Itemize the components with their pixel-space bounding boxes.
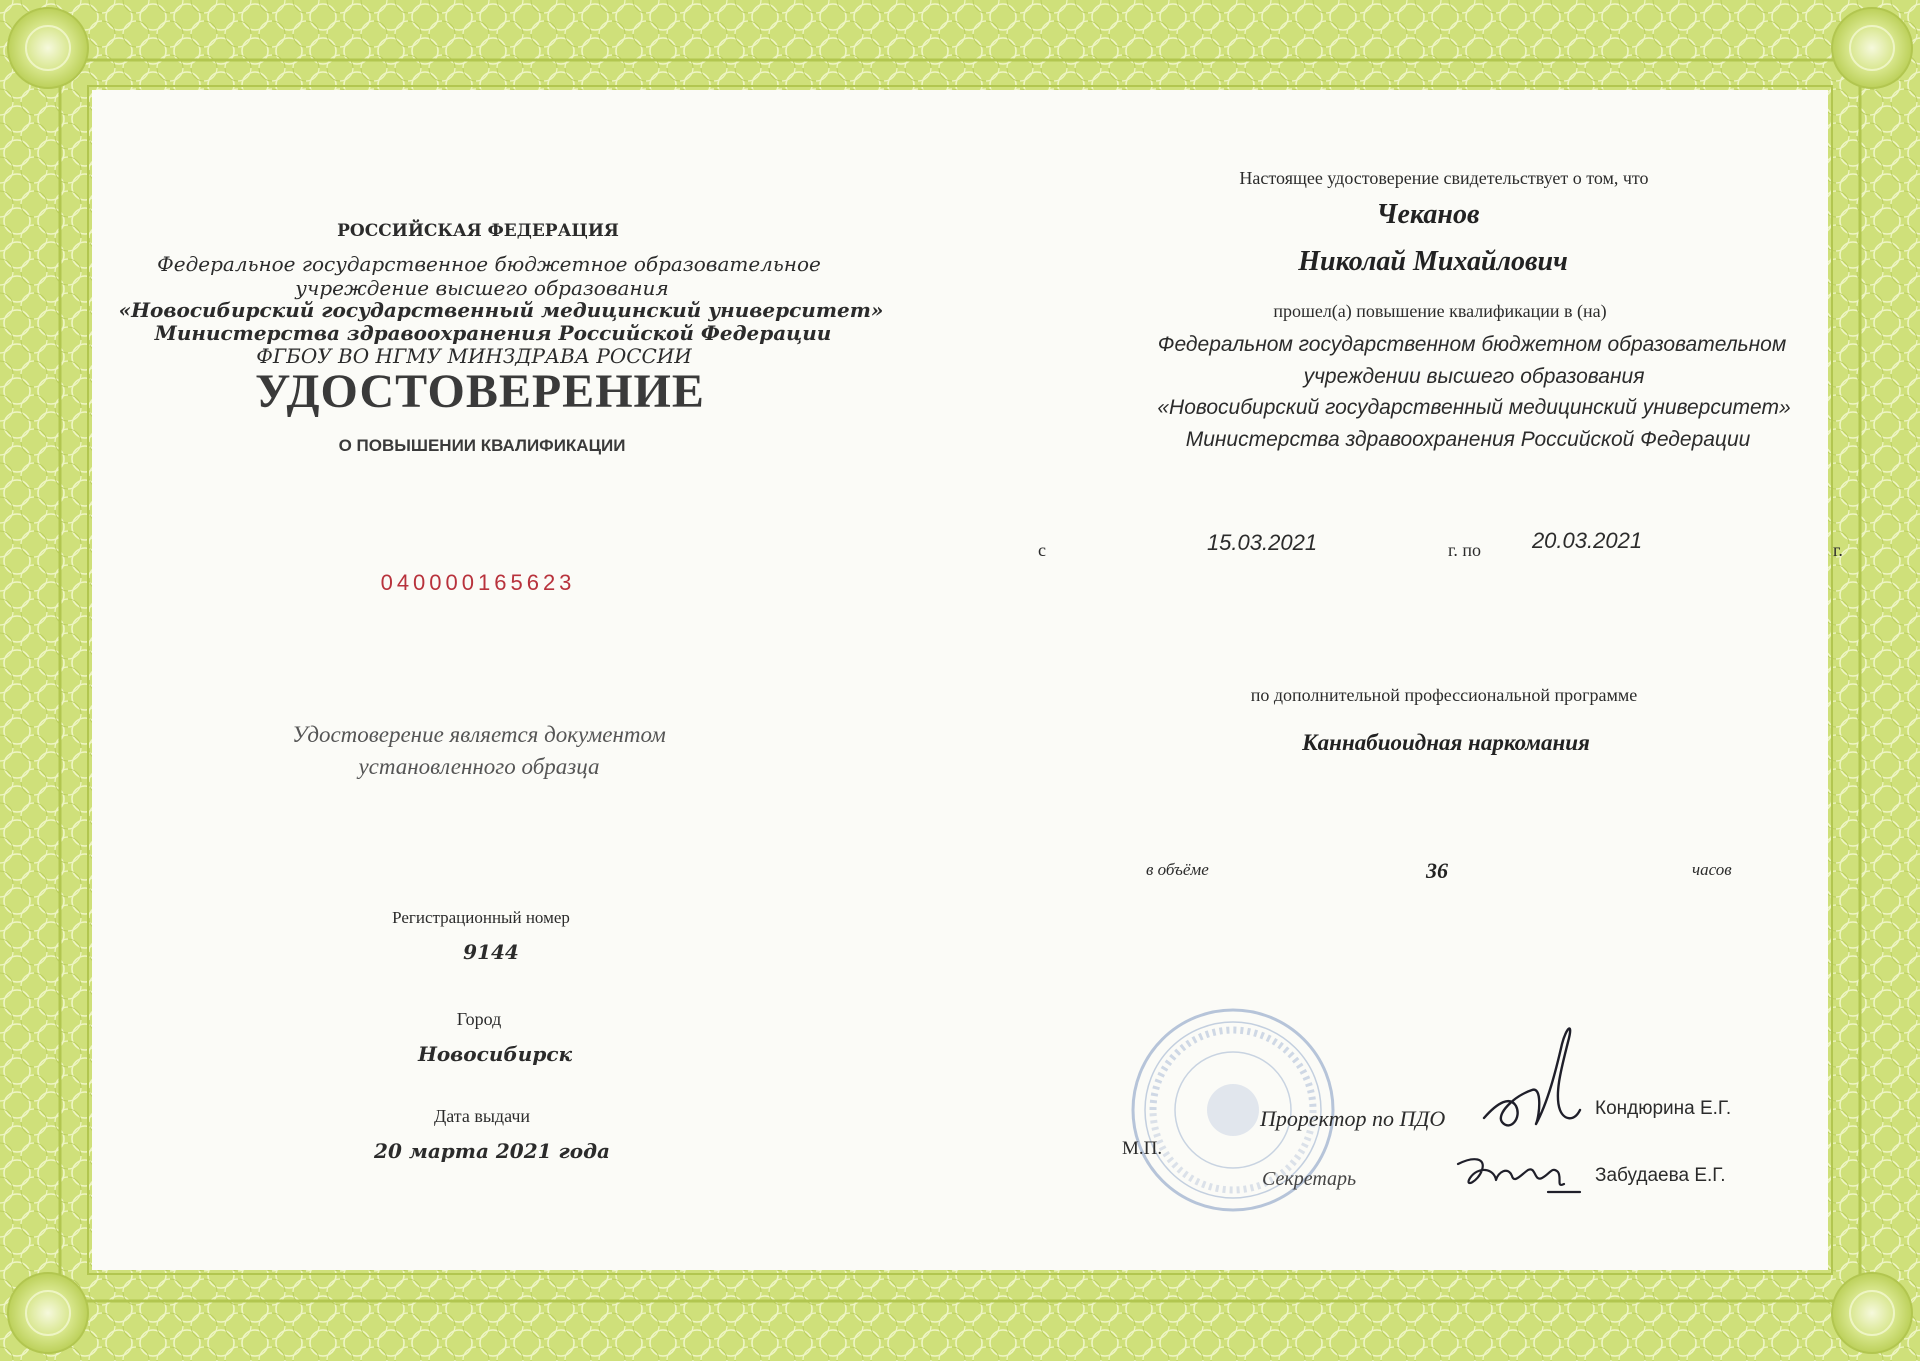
secretary-title: Секретарь (1262, 1168, 1357, 1190)
program-label: по дополнительной профессиональной программе (1250, 685, 1638, 705)
city-value: Новосибирск (417, 1042, 573, 1066)
serial-number: 040000165623 (380, 570, 576, 595)
prorector-name: Кондюрина Е.Г. (1595, 1098, 1732, 1119)
program-name: Каннабиоидная наркомания (1302, 730, 1590, 755)
right-org-line-3: «Новосибирский государственный медицинский университет» (1157, 396, 1791, 419)
recipient-surname: Чеканов (1376, 199, 1480, 230)
date-from-label: с (1038, 540, 1046, 560)
document-subtitle: О ПОВЫШЕНИИ КВАЛИФИКАЦИИ (338, 436, 626, 455)
validity-note-line-1: Удостоверение является документом (292, 722, 666, 747)
registration-number: 9144 (463, 940, 519, 964)
org-line-2: учреждение высшего образования (295, 276, 669, 300)
hours-value: 36 (1426, 858, 1448, 883)
hours-label: часов (1692, 860, 1732, 879)
registration-label: Регистрационный номер (392, 908, 570, 927)
right-org-line-2: учреждении высшего образования (1303, 365, 1645, 388)
org-line-4: Министерства здравоохранения Российской Федерации (154, 321, 832, 345)
issue-date-value: 20 марта 2021 года (374, 1139, 610, 1163)
org-line-1: Федеральное государственное бюджетное образовательное (157, 252, 821, 276)
org-line-3: «Новосибирский государственный медицинский университет» (118, 298, 884, 322)
stamp-label: М.П. (1122, 1138, 1163, 1159)
intro-text: Настоящее удостоверение свидетельствует о том, что (1239, 168, 1649, 188)
right-org-line-1: Федеральном государственном бюджетном образовательном (1157, 333, 1787, 356)
date-to-value: 20.03.2021 (1531, 528, 1643, 553)
right-org-line-4: Министерства здравоохранения Российской Федерации (1185, 428, 1751, 451)
year-suffix: г. (1833, 540, 1843, 560)
validity-note-line-2: установленного образца (358, 754, 600, 779)
org-short-name: ФГБОУ ВО НГМУ МИНЗДРАВА РОССИИ (256, 344, 692, 368)
country-heading: РОССИЙСКАЯ ФЕДЕРАЦИЯ (337, 221, 619, 241)
issue-date-label: Дата выдачи (433, 1106, 531, 1126)
prorector-title: Проректор по ПДО (1260, 1106, 1446, 1131)
prorector-signature-icon (1470, 1010, 1590, 1150)
volume-label: в объёме (1146, 860, 1209, 879)
city-label: Город (456, 1009, 502, 1029)
passed-text: прошел(а) повышение квалификации в (на) (1273, 301, 1607, 321)
secretary-signature-icon (1452, 1148, 1582, 1208)
date-from-value: 15.03.2021 (1206, 530, 1318, 555)
recipient-name: Николай Михайлович (1298, 246, 1568, 277)
secretary-name: Забудаева Е.Г. (1595, 1165, 1726, 1186)
document-title: УДОСТОВЕРЕНИЕ (255, 365, 705, 418)
date-to-label: г. по (1448, 540, 1481, 560)
